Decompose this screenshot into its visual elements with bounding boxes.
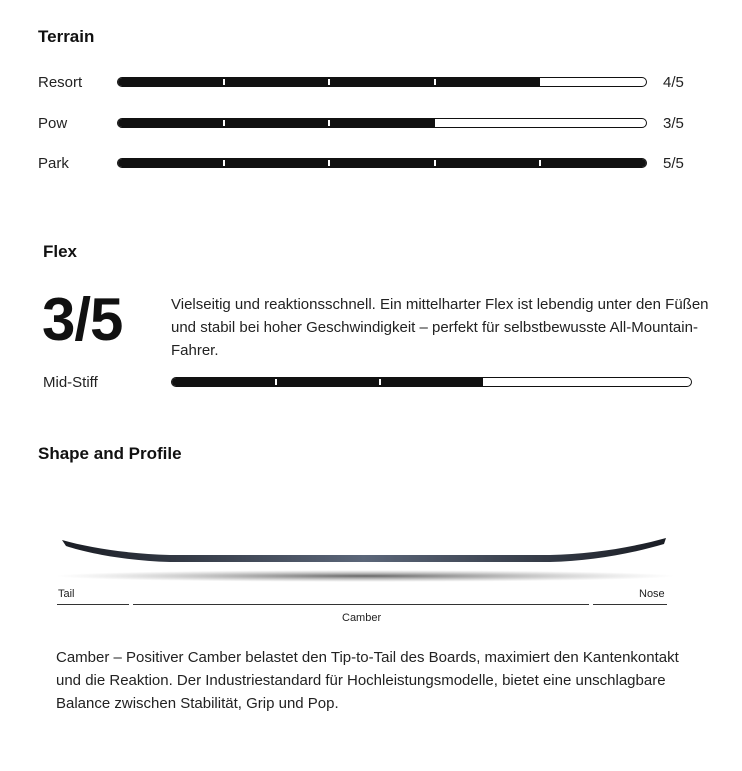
terrain-park-rating-bar: [117, 158, 647, 168]
flex-description: Vielseitig und reaktionsschnell. Ein mittelharter Flex ist lebendig unter den Füßen und stabil bei hoher Geschwindigkeit – perfekt für selbstbewusste All-Mountain-Fahrer.: [171, 296, 709, 359]
terrain-pow-rating-bar: [117, 118, 647, 128]
tail-label: Tail: [58, 588, 75, 600]
tail-divider: [57, 604, 129, 605]
rating-fill: [118, 159, 646, 167]
flex-level-label: Mid-Stiff: [43, 374, 98, 391]
rating-segment-divider: [275, 379, 277, 385]
snowboard-profile-image: [50, 520, 680, 590]
profile-description: Camber – Positiver Camber belastet den Tip-to-Tail des Boards, maximiert den Kantenkontakt und die Reaktion. Der Industriestandard für Hochleistungsmodelle, bietet eine unschlagbare Balance zwischen Stabilität, Grip und Pop.: [56, 649, 679, 712]
terrain-resort-rating-bar: [117, 77, 647, 87]
rating-segment-divider: [379, 379, 381, 385]
rating-segment-divider: [434, 160, 436, 166]
terrain-row-value: 3/5: [663, 115, 684, 132]
flex-big-value: 3/5: [42, 286, 123, 353]
nose-divider: [593, 604, 667, 605]
rating-segment-divider: [328, 160, 330, 166]
terrain-row-label: Pow: [38, 115, 68, 132]
rating-fill: [118, 119, 435, 127]
rating-segment-divider: [434, 79, 436, 85]
rating-segment-divider: [328, 120, 330, 126]
rating-segment-divider: [539, 160, 541, 166]
rating-segment-divider: [223, 79, 225, 85]
rating-segment-divider: [223, 160, 225, 166]
terrain-row-label: Resort: [38, 74, 83, 91]
terrain-row-value: 4/5: [663, 74, 684, 91]
rating-segment-divider: [328, 79, 330, 85]
nose-label: Nose: [639, 588, 665, 600]
terrain-row-label: Park: [38, 155, 69, 172]
rating-fill: [172, 378, 483, 386]
rating-segment-divider: [223, 120, 225, 126]
flex-title: Flex: [43, 242, 78, 261]
terrain-title: Terrain: [38, 27, 95, 46]
shape-title: Shape and Profile: [38, 444, 182, 463]
camber-label: Camber: [342, 612, 382, 624]
flex-rating-bar: [171, 377, 692, 387]
terrain-row-value: 5/5: [663, 155, 684, 172]
camber-divider: [133, 604, 589, 605]
